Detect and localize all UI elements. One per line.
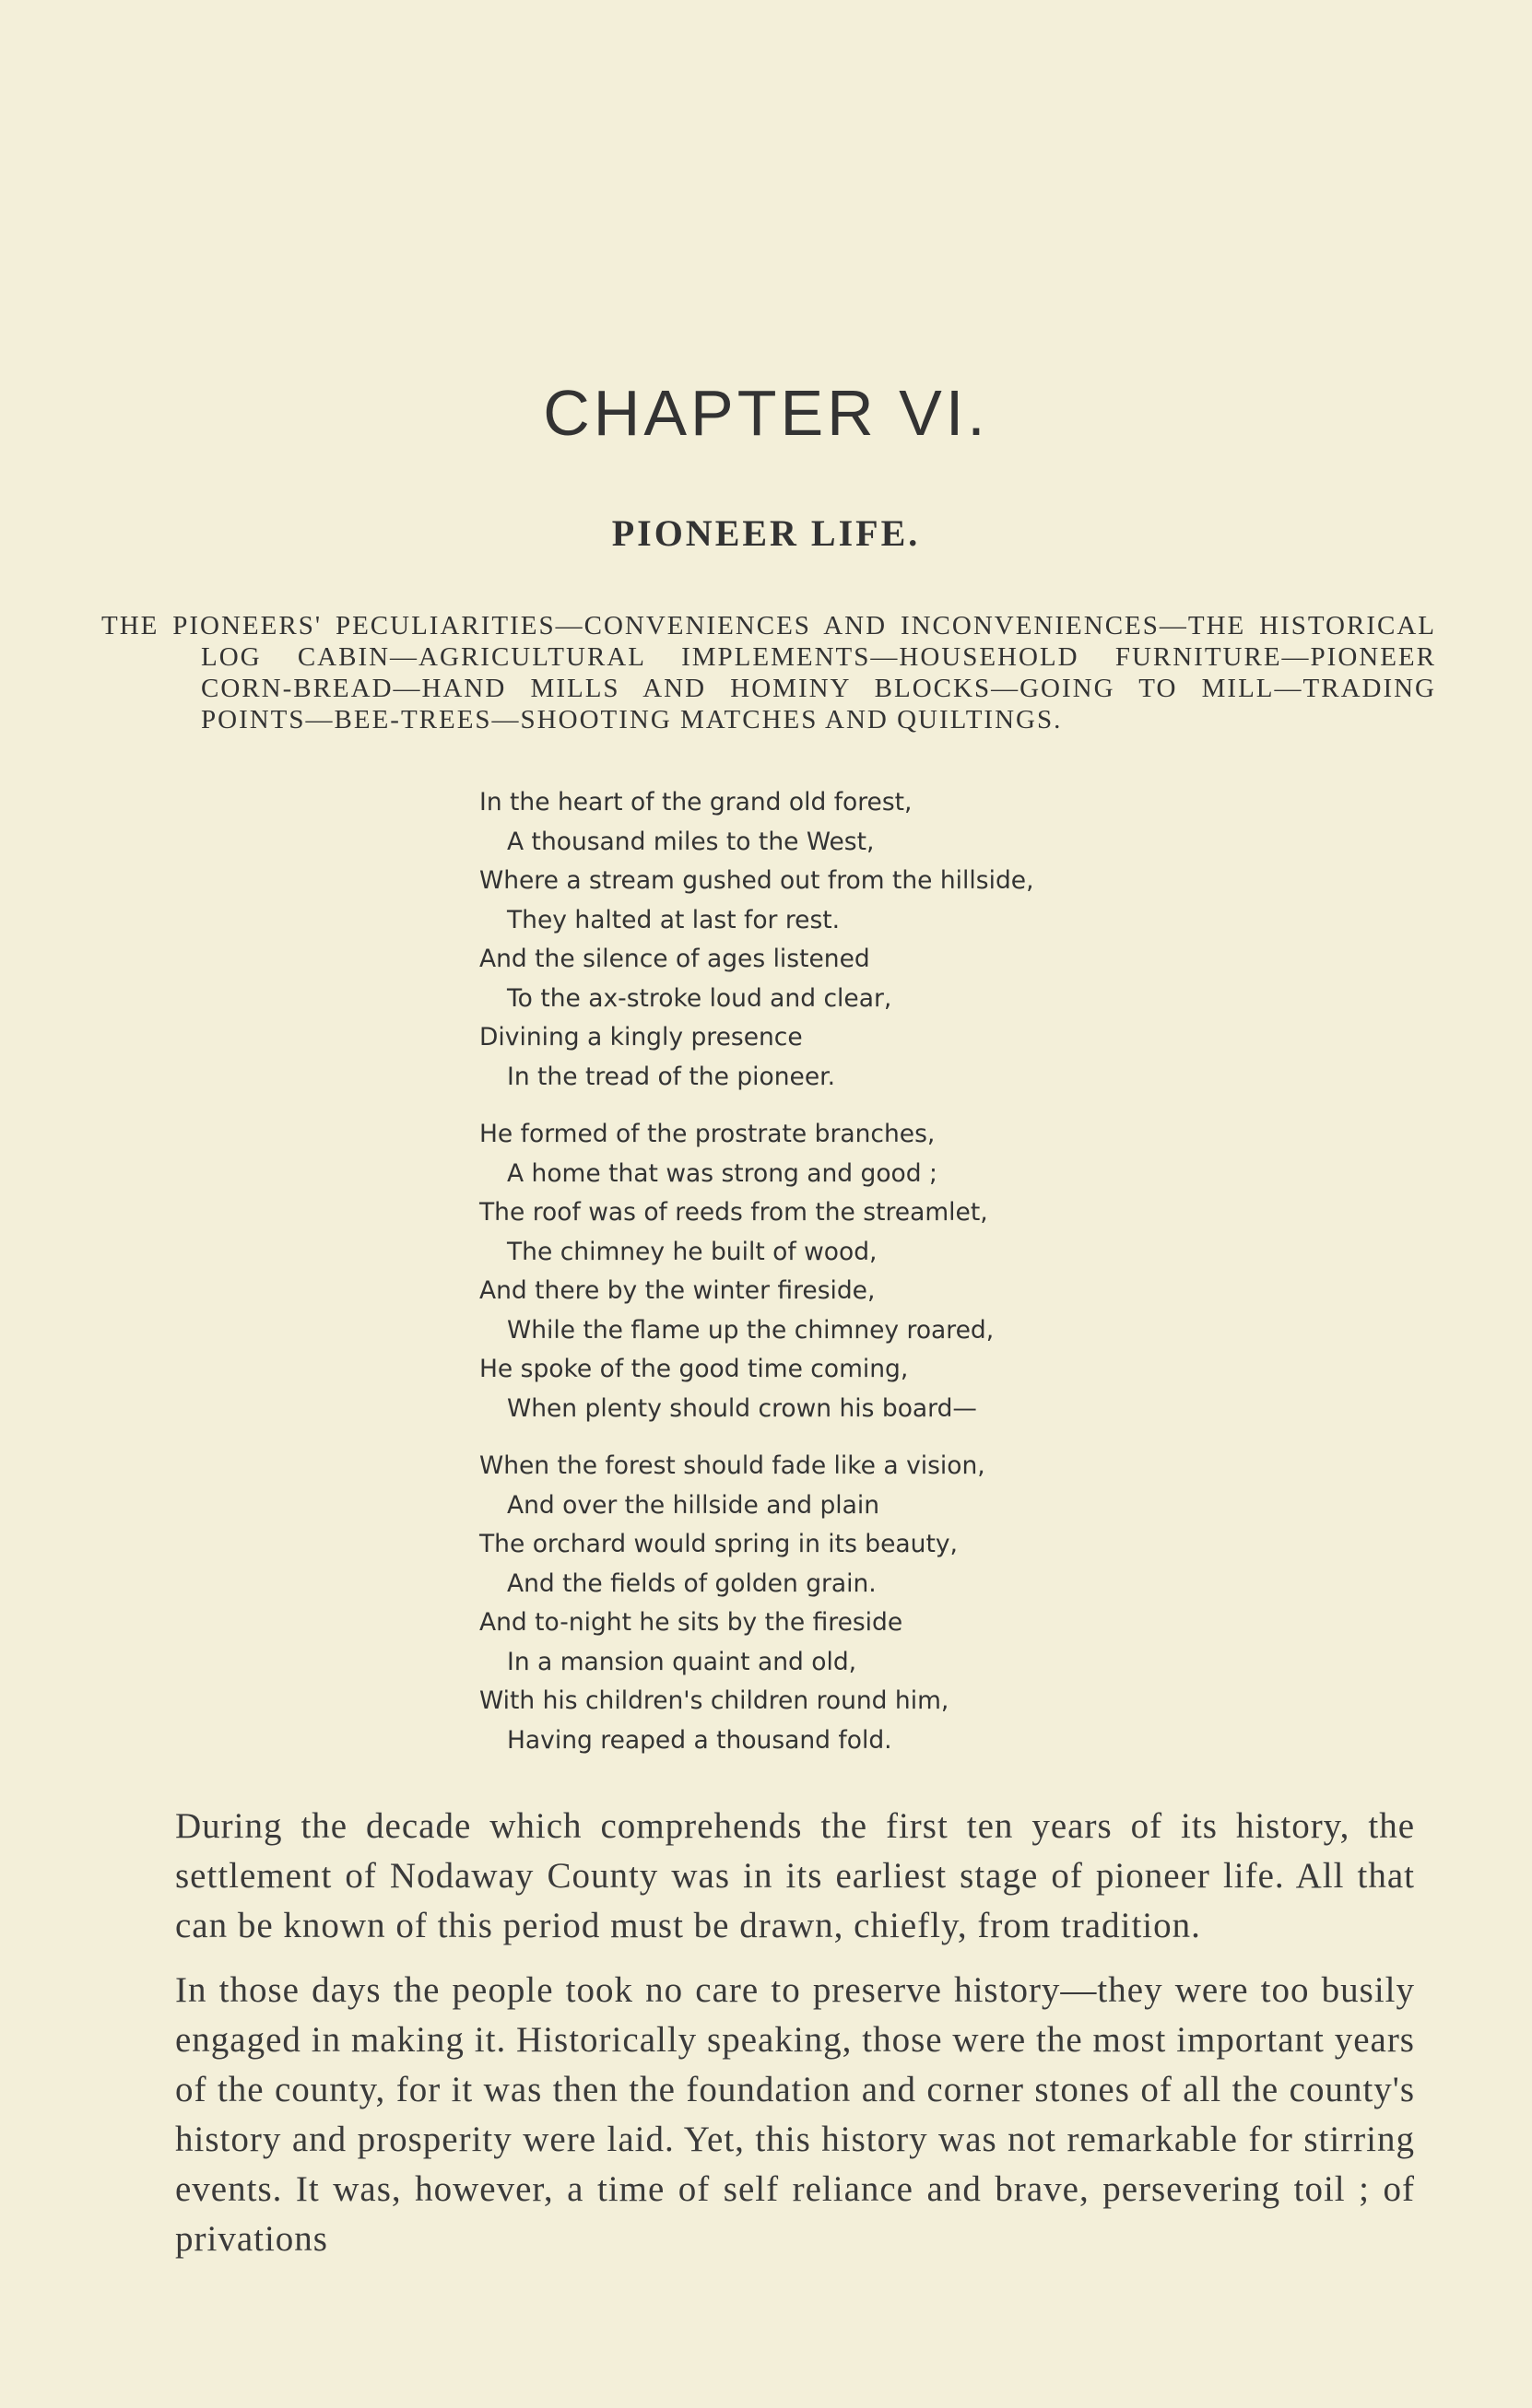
body-text — [175, 1802, 1415, 2279]
poem-line: While the flame up the chimney roared, — [507, 1315, 995, 1345]
poem-line: When the forest should fade like a vision, — [479, 1451, 985, 1480]
poem-line: In a mansion quaint and old, — [507, 1647, 857, 1676]
poem-line: A home that was strong and good ; — [507, 1158, 937, 1188]
poem-line: In the tread of the pioneer. — [507, 1062, 836, 1091]
chapter-title: CHAPTER VI. — [543, 377, 989, 449]
poem-line: The chimney he built of wood, — [507, 1237, 878, 1266]
poem-line: And to-night he sits by the fireside — [479, 1608, 903, 1637]
poem — [479, 783, 1143, 1779]
body-paragraph: In those days the people took no care to preserve history—they were too busily engaged in making it. Historically speaking, those were the most important years of the county, for it was then the foundation and corner stones of all the county's history and prosperity were laid. Yet, this history was not remarkable for stirring events. It was, however, a time of self reliance and brave, persevering toil ; of privations — [175, 1970, 1415, 2259]
body-paragraph: During the decade which comprehends the first ten years of its history, the settlement of Nodaway County was in its earliest stage of pioneer life. All that can be known of this period must be drawn, chiefly, from tradition. — [175, 1806, 1415, 1945]
poem-line: In the heart of the grand old forest, — [479, 788, 913, 816]
poem-line: Where a stream gushed out from the hillside, — [479, 866, 1034, 895]
poem-stanza — [479, 783, 1143, 1097]
poem-stanza — [479, 1115, 1143, 1428]
poem-line: A thousand miles to the West, — [507, 827, 875, 856]
chapter-subtitle: PIONEER LIFE. — [611, 512, 921, 554]
poem-line: The orchard would spring in its beauty, — [479, 1530, 958, 1558]
poem-line: Divining a kingly presence — [479, 1023, 803, 1051]
poem-line: He formed of the prostrate branches, — [479, 1120, 936, 1148]
poem-line: And there by the winter fireside, — [479, 1276, 876, 1305]
poem-line: Having reaped a thousand fold. — [507, 1725, 892, 1755]
poem-line: The roof was of reeds from the streamlet, — [479, 1198, 988, 1227]
poem-line: He spoke of the good time coming, — [479, 1355, 909, 1383]
poem-line: With his children's children round him, — [479, 1686, 949, 1715]
poem-line: And the silence of ages listened — [479, 945, 870, 973]
poem-line: When plenty should crown his board— — [507, 1393, 977, 1423]
poem-stanza — [479, 1447, 1143, 1760]
poem-line: They halted at last for rest. — [507, 905, 841, 934]
poem-line: And the fields of golden grain. — [507, 1568, 877, 1598]
chapter-synopsis-text: THE PIONEERS' PECULIARITIES—CONVENIENCES AND INCONVENIENCES—THE HISTORICAL LOG CABIN—AGRICULTURAL IMPLEMENTS—HOUSEHOLD FURNITURE—PIONEER CORN-BREAD—HAND MILLS AND HOMINY BLOCKS—GOING TO MILL—TRADING POINTS—BEE-TREES—SHOOTING MATCHES AND QUILTINGS. — [101, 611, 1436, 734]
chapter-synopsis — [101, 610, 1436, 735]
poem-line: To the ax-stroke loud and clear, — [507, 983, 892, 1013]
poem-line: And over the hillside and plain — [507, 1490, 880, 1520]
